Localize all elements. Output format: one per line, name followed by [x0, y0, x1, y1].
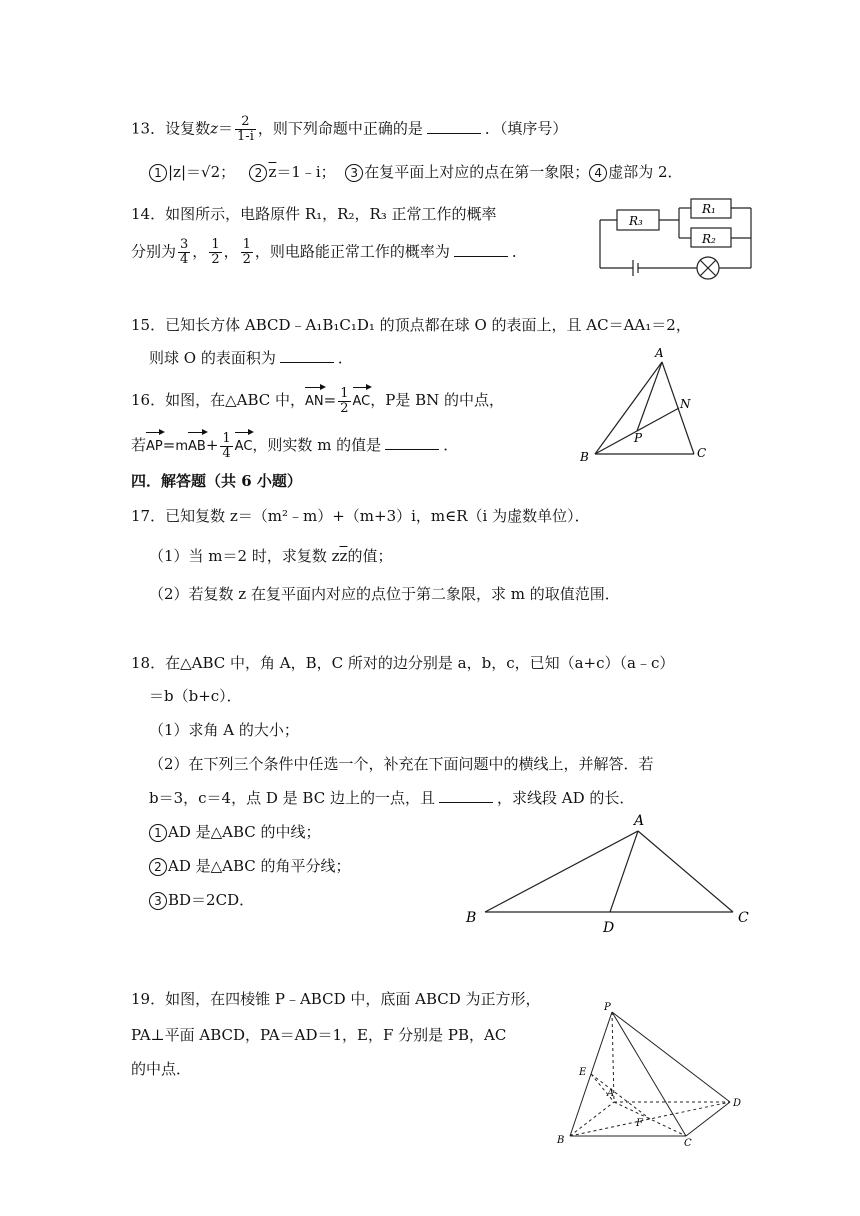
label-b: B	[557, 1135, 565, 1146]
q18-part1: （1）求角 A 的大小；	[149, 721, 299, 739]
q14-line1: 14．如图所示，电路原件 R₁，R₂，R₃ 正常工作的概率	[131, 205, 497, 223]
q18-number: 18．	[131, 654, 166, 672]
q14-answer-blank[interactable]	[454, 242, 508, 257]
q16-line1: 16．如图，在△ABC 中，AN= $\frac{1}{2}$ AC，P是 BN 的中点，	[131, 385, 505, 416]
q13-fraction: $\frac{2}{1-i}$	[237, 114, 254, 144]
q15-number: 15．	[131, 316, 166, 334]
q19-line1: 19．如图，在四棱锥 P﹣ABCD 中，底面 ABCD 为正方形，	[131, 990, 541, 1008]
label-f: F	[636, 1118, 643, 1129]
vector-ap: AP	[146, 430, 163, 458]
label-b: B	[580, 450, 589, 464]
q17-part1: （1）当 m＝2 时，求复数 $z\overline{z}$的值；	[149, 547, 393, 565]
label-r2: R₂	[702, 232, 716, 246]
q17-line1: 17．已知复数 z＝（m²﹣m）+（m+3）i，m∈R（i 为虚数单位）．	[131, 507, 590, 525]
triangle-abd-figure	[460, 808, 760, 938]
q15-line2: 则球 O 的表面积为 ．	[149, 349, 353, 367]
label-b: B	[466, 910, 477, 926]
label-n: N	[680, 397, 691, 411]
label-r1: R₁	[702, 202, 716, 216]
q13-options: 1 |z|＝√2； 2 $\overline{z}=1﹣i$； 3 在复平面上对应的点在第一象限； 4 虚部为 2．	[149, 161, 683, 183]
q18-part3: b＝3，c＝4，点 D 是 BC 边上的一点，且 ，求线段 AD 的长．	[149, 789, 635, 807]
q19-number: 19．	[131, 990, 166, 1008]
q16-answer-blank[interactable]	[385, 435, 439, 450]
q19-line2: PA⊥平面 ABCD，PA＝AD＝1，E，F 分别是 PB，AC	[131, 1026, 507, 1044]
pyramid-figure	[552, 998, 752, 1148]
vector-ab: AB	[188, 430, 206, 458]
label-p: P	[604, 1002, 611, 1013]
q18-condition-3: 3 BD＝2CD．	[149, 889, 254, 911]
vector-ac-2: AC	[235, 430, 253, 458]
q13-stem: 13．设复数z＝ $\frac{2}{1-i}$ ，则下列命题中正确的是 ．（填序号）	[131, 114, 568, 144]
q18-condition-1: 1 AD 是△ABC 的中线；	[149, 821, 321, 843]
label-d: D	[733, 1098, 742, 1109]
q17-number: 17．	[131, 507, 166, 525]
label-e: E	[579, 1067, 587, 1078]
q16-number: 16．	[131, 391, 166, 409]
q18-line2: ＝b（b+c）．	[149, 687, 242, 705]
label-c: C	[697, 446, 707, 460]
section-title: 四．解答题（共 6 小题）	[131, 472, 302, 490]
label-a: A	[655, 346, 664, 360]
vector-an: AN	[305, 385, 324, 413]
q17-part2: （2）若复数 z 在复平面内对应的点位于第二象限，求 m 的取值范围．	[149, 585, 620, 603]
q15-answer-blank[interactable]	[280, 348, 334, 363]
option-3-marker: 3	[345, 164, 363, 182]
label-c: C	[684, 1138, 692, 1149]
label-d: D	[603, 920, 615, 936]
circuit-diagram	[595, 196, 760, 276]
label-c: C	[738, 910, 749, 926]
q18-line1: 18．在△ABC 中，角 A，B，C 所对的边分别是 a，b，c，已知（a+c）（a﹣c）	[131, 654, 675, 672]
q15-line1: 15．已知长方体 ABCD﹣A₁B₁C₁D₁ 的顶点都在球 O 的表面上，且 AC＝AA₁＝2，	[131, 316, 691, 334]
vector-ac: AC	[353, 385, 371, 413]
triangle-abc-figure	[575, 345, 715, 465]
label-r3: R₃	[629, 214, 643, 228]
label-a: A	[634, 813, 645, 829]
label-a: A	[607, 1088, 615, 1099]
q16-line2: 若AP=mAB+ $\frac{1}{4}$ AC，则实数 m 的值是 ．	[131, 430, 459, 461]
q18-condition-2: 2 AD 是△ABC 的角平分线；	[149, 855, 351, 877]
option-4-marker: 4	[589, 164, 607, 182]
label-p: P	[634, 431, 643, 445]
q19-line3: 的中点．	[131, 1060, 192, 1078]
q13-answer-blank[interactable]	[427, 119, 481, 134]
option-1-marker: 1	[149, 164, 167, 182]
q18-part2: （2）在下列三个条件中任选一个，补充在下面问题中的横线上，并解答．若	[149, 755, 654, 773]
q14-line2: 分别为 $\frac{3}{4}$ ， $\frac{1}{2}$ ， $\frac{1}{2}$ ，则电路能正常工作的概率为 ．	[131, 237, 527, 267]
q14-number: 14．	[131, 205, 166, 223]
option-2-marker: 2	[249, 164, 267, 182]
q18-answer-blank[interactable]	[439, 788, 493, 803]
q13-number: 13．	[131, 119, 166, 138]
